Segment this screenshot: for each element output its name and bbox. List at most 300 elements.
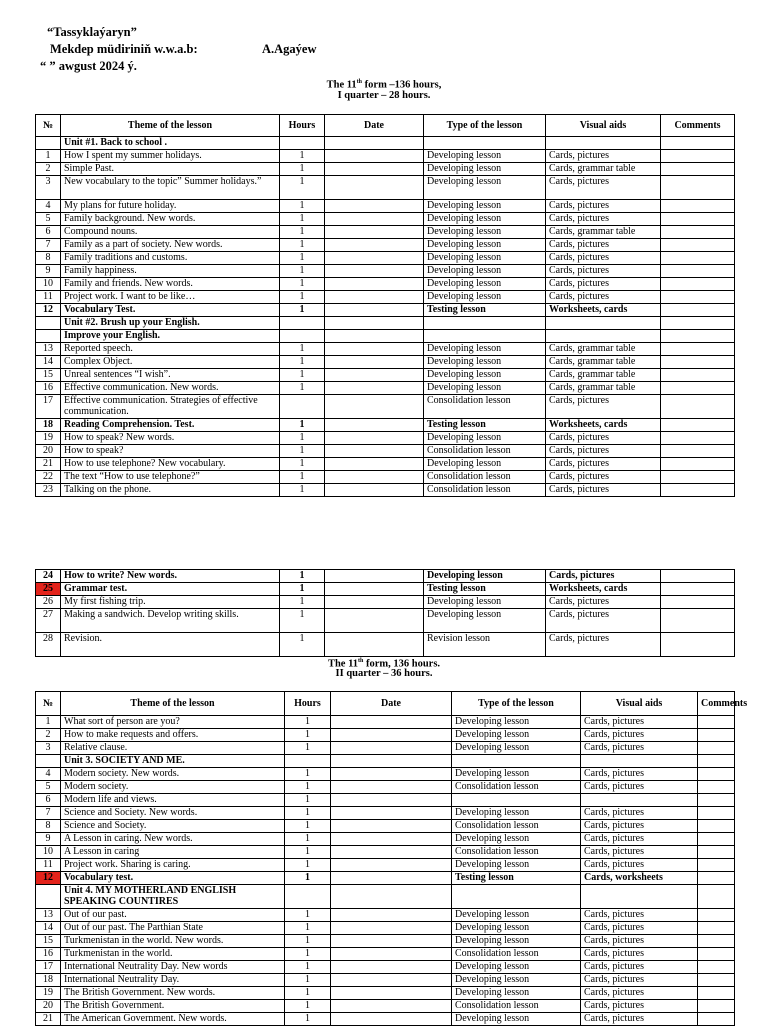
lesson-row — [36, 872, 735, 885]
visual-aids: Cards, pictures — [581, 987, 698, 1000]
lesson-row — [36, 807, 735, 820]
lesson-number: 19 — [36, 432, 61, 445]
col-type-header: Type of the lesson — [424, 115, 546, 137]
lesson-date — [325, 163, 424, 176]
lesson-number: 6 — [36, 794, 61, 807]
lesson-comments — [698, 716, 735, 729]
lesson-comments — [698, 820, 735, 833]
lesson-comments — [661, 252, 735, 265]
lesson-date — [325, 278, 424, 291]
lesson-type: Developing lesson — [452, 909, 581, 922]
lesson-hours: 1 — [280, 343, 325, 356]
approver-position: Mekdep müdiriniň w.w.a.b: — [50, 42, 198, 56]
lesson-comments — [661, 317, 735, 330]
lesson-comments — [661, 596, 735, 609]
lesson-comments — [698, 846, 735, 859]
visual-aids: Cards, pictures — [581, 922, 698, 935]
lesson-row — [36, 716, 735, 729]
unit-heading-row — [36, 330, 735, 343]
lesson-hours: 1 — [280, 633, 325, 657]
lesson-number — [36, 137, 61, 150]
lesson-number: 11 — [36, 291, 61, 304]
lesson-theme: A Lesson in caring — [61, 846, 285, 859]
lesson-type: Developing lesson — [424, 213, 546, 226]
lesson-comments — [698, 807, 735, 820]
lesson-theme: How to make requests and offers. — [61, 729, 285, 742]
lesson-date — [331, 909, 452, 922]
lesson-comments — [661, 609, 735, 633]
visual-aids: Cards, pictures — [546, 200, 661, 213]
lesson-date — [331, 859, 452, 872]
lesson-row — [36, 987, 735, 1000]
lesson-hours: 1 — [280, 213, 325, 226]
lesson-date — [331, 948, 452, 961]
lesson-date — [325, 291, 424, 304]
lesson-date — [325, 570, 424, 583]
lesson-number: 2 — [36, 729, 61, 742]
lesson-date — [331, 846, 452, 859]
lesson-theme: Effective communication. New words. — [61, 382, 280, 395]
lesson-type: Developing lesson — [424, 343, 546, 356]
lesson-type: Developing lesson — [424, 432, 546, 445]
lesson-comments — [661, 150, 735, 163]
lesson-row — [36, 768, 735, 781]
lesson-hours: 1 — [285, 961, 331, 974]
lesson-comments — [661, 445, 735, 458]
lesson-theme: Science and Society. New words. — [61, 807, 285, 820]
lesson-type: Consolidation lesson — [452, 781, 581, 794]
lesson-date — [331, 922, 452, 935]
lesson-hours: 1 — [280, 265, 325, 278]
lesson-number: 18 — [36, 419, 61, 432]
lesson-number: 1 — [36, 150, 61, 163]
lesson-theme: Modern society. — [61, 781, 285, 794]
lesson-type: Developing lesson — [452, 922, 581, 935]
lesson-hours: 1 — [285, 872, 331, 885]
lesson-theme: Family and friends. New words. — [61, 278, 280, 291]
lesson-comments — [698, 768, 735, 781]
lesson-number: 12 — [36, 872, 61, 885]
lesson-type: Testing lesson — [424, 304, 546, 317]
lesson-number: 7 — [36, 807, 61, 820]
lesson-theme: Project work. Sharing is caring. — [61, 859, 285, 872]
lesson-type: Developing lesson — [424, 356, 546, 369]
lesson-theme: How to speak? New words. — [61, 432, 280, 445]
lesson-hours: 1 — [285, 859, 331, 872]
lesson-comments — [698, 794, 735, 807]
visual-aids: Cards, pictures — [546, 150, 661, 163]
lesson-theme: The British Government. — [61, 1000, 285, 1013]
lesson-comments — [698, 909, 735, 922]
visual-aids: Cards, pictures — [581, 833, 698, 846]
lesson-date — [331, 768, 452, 781]
lesson-number: 8 — [36, 252, 61, 265]
lesson-theme: Talking on the phone. — [61, 484, 280, 497]
lesson-hours: 1 — [280, 291, 325, 304]
lesson-row — [36, 458, 735, 471]
lesson-row — [36, 343, 735, 356]
lesson-row — [36, 150, 735, 163]
visual-aids: Cards, pictures — [546, 471, 661, 484]
lesson-row — [36, 471, 735, 484]
lesson-date — [325, 317, 424, 330]
lesson-type: Developing lesson — [452, 729, 581, 742]
lesson-hours: 1 — [280, 570, 325, 583]
lesson-comments — [698, 948, 735, 961]
lesson-theme: International Neutrality Day. — [61, 974, 285, 987]
lesson-number: 20 — [36, 1000, 61, 1013]
lesson-date — [331, 935, 452, 948]
lesson-theme: Complex Object. — [61, 356, 280, 369]
lesson-theme: Revision. — [61, 633, 280, 657]
lesson-comments — [698, 961, 735, 974]
lesson-theme: My first fishing trip. — [61, 596, 280, 609]
lesson-number: 5 — [36, 781, 61, 794]
lesson-theme: How to speak? — [61, 445, 280, 458]
lesson-row — [36, 239, 735, 252]
lesson-theme: Out of our past. The Parthian State — [61, 922, 285, 935]
lesson-comments — [661, 570, 735, 583]
unit-heading-row — [36, 137, 735, 150]
lesson-theme: Vocabulary test. — [61, 872, 285, 885]
lesson-date — [325, 395, 424, 419]
lesson-hours: 1 — [280, 252, 325, 265]
lesson-number: 26 — [36, 596, 61, 609]
lesson-theme: Grammar test. — [61, 583, 280, 596]
lesson-type: Developing lesson — [452, 1013, 581, 1026]
lesson-theme: Modern society. New words. — [61, 768, 285, 781]
lesson-theme: How I spent my summer holidays. — [61, 150, 280, 163]
lesson-number: 10 — [36, 846, 61, 859]
lesson-comments — [698, 859, 735, 872]
approval-heading: “Tassyklaýaryn” — [47, 25, 137, 39]
lesson-theme: My plans for future holiday. — [61, 200, 280, 213]
lesson-date — [325, 356, 424, 369]
lesson-comments — [661, 633, 735, 657]
lesson-row — [36, 961, 735, 974]
lesson-row — [36, 213, 735, 226]
col-date-header: Date — [331, 692, 452, 716]
col-num-header: № — [36, 115, 61, 137]
lesson-comments — [661, 432, 735, 445]
lesson-comments — [661, 356, 735, 369]
table-header-row — [36, 115, 735, 137]
lesson-comments — [698, 781, 735, 794]
lesson-hours — [280, 317, 325, 330]
lesson-hours: 1 — [285, 948, 331, 961]
lesson-theme: Modern life and views. — [61, 794, 285, 807]
lesson-number: 4 — [36, 200, 61, 213]
lesson-row — [36, 200, 735, 213]
lesson-theme: Relative clause. — [61, 742, 285, 755]
lesson-type: Consolidation lesson — [424, 484, 546, 497]
col-theme-header: Theme of the lesson — [61, 692, 285, 716]
lesson-type: Developing lesson — [452, 935, 581, 948]
visual-aids: Cards, pictures — [581, 909, 698, 922]
lesson-row — [36, 596, 735, 609]
visual-aids: Cards, pictures — [546, 265, 661, 278]
lesson-comments — [698, 742, 735, 755]
visual-aids: Cards, pictures — [546, 252, 661, 265]
lesson-number: 21 — [36, 458, 61, 471]
lesson-type: Developing lesson — [424, 200, 546, 213]
lesson-hours: 1 — [285, 729, 331, 742]
lesson-type: Developing lesson — [424, 291, 546, 304]
lesson-hours: 1 — [285, 794, 331, 807]
lesson-date — [325, 445, 424, 458]
lesson-type: Developing lesson — [452, 859, 581, 872]
visual-aids: Cards, pictures — [581, 859, 698, 872]
visual-aids: Worksheets, cards — [546, 583, 661, 596]
lesson-comments — [698, 922, 735, 935]
lesson-date — [325, 137, 424, 150]
lesson-date — [331, 820, 452, 833]
lesson-type: Consolidation lesson — [452, 948, 581, 961]
lesson-type — [424, 137, 546, 150]
visual-aids — [546, 330, 661, 343]
lesson-hours: 1 — [280, 596, 325, 609]
lesson-type: Developing lesson — [424, 252, 546, 265]
lesson-hours: 1 — [280, 226, 325, 239]
visual-aids: Cards, pictures — [546, 239, 661, 252]
col-date-header: Date — [325, 115, 424, 137]
lesson-type: Developing lesson — [452, 987, 581, 1000]
visual-aids: Cards, pictures — [546, 395, 661, 419]
lesson-date — [325, 633, 424, 657]
visual-aids: Worksheets, cards — [546, 304, 661, 317]
lesson-number: 17 — [36, 961, 61, 974]
lesson-hours: 1 — [280, 458, 325, 471]
lesson-date — [331, 742, 452, 755]
lesson-type: Developing lesson — [424, 570, 546, 583]
visual-aids: Cards, pictures — [581, 820, 698, 833]
lesson-date — [331, 1013, 452, 1026]
lesson-number — [36, 755, 61, 768]
lesson-number: 16 — [36, 382, 61, 395]
lesson-type — [452, 755, 581, 768]
lesson-number: 11 — [36, 859, 61, 872]
lesson-theme: Compound nouns. — [61, 226, 280, 239]
visual-aids: Cards, pictures — [546, 458, 661, 471]
lesson-date — [325, 176, 424, 200]
lesson-type: Developing lesson — [452, 716, 581, 729]
lesson-comments — [661, 458, 735, 471]
lesson-comments — [661, 137, 735, 150]
col-aids-header: Visual aids — [581, 692, 698, 716]
lesson-type: Developing lesson — [424, 278, 546, 291]
lesson-row — [36, 484, 735, 497]
lesson-date — [325, 304, 424, 317]
lesson-comments — [698, 885, 735, 909]
col-aids-header: Visual aids — [546, 115, 661, 137]
lesson-hours: 1 — [280, 200, 325, 213]
visual-aids: Cards, pictures — [546, 596, 661, 609]
approval-date: “ ” awgust 2024 ý. — [40, 59, 137, 73]
lesson-number: 9 — [36, 265, 61, 278]
lesson-theme: Unit 4. MY MOTHERLAND ENGLISH SPEAKING COUNTIRES — [61, 885, 285, 909]
lesson-date — [325, 239, 424, 252]
lesson-date — [331, 872, 452, 885]
lesson-row — [36, 419, 735, 432]
unit-heading-row — [36, 885, 735, 909]
lesson-theme: Simple Past. — [61, 163, 280, 176]
lesson-row — [36, 278, 735, 291]
lesson-number — [36, 330, 61, 343]
lesson-type: Developing lesson — [452, 742, 581, 755]
visual-aids: Cards, pictures — [581, 961, 698, 974]
lesson-row — [36, 846, 735, 859]
lesson-comments — [661, 304, 735, 317]
lesson-number: 23 — [36, 484, 61, 497]
lesson-date — [331, 833, 452, 846]
visual-aids: Cards, grammar table — [546, 356, 661, 369]
visual-aids: Cards, grammar table — [546, 382, 661, 395]
lesson-type: Developing lesson — [424, 369, 546, 382]
lesson-number: 6 — [36, 226, 61, 239]
lesson-comments — [698, 974, 735, 987]
lesson-type: Developing lesson — [424, 609, 546, 633]
lesson-number: 5 — [36, 213, 61, 226]
lesson-type — [424, 317, 546, 330]
lesson-theme: Turkmenistan in the world. — [61, 948, 285, 961]
lesson-number: 12 — [36, 304, 61, 317]
lesson-type: Developing lesson — [424, 163, 546, 176]
lesson-type: Developing lesson — [452, 768, 581, 781]
lesson-date — [325, 343, 424, 356]
visual-aids: Cards, pictures — [581, 948, 698, 961]
visual-aids: Cards, pictures — [546, 609, 661, 633]
lesson-row — [36, 948, 735, 961]
lesson-type: Consolidation lesson — [452, 820, 581, 833]
col-type-header: Type of the lesson — [452, 692, 581, 716]
lesson-type: Developing lesson — [452, 807, 581, 820]
lesson-type: Developing lesson — [424, 458, 546, 471]
lesson-date — [325, 213, 424, 226]
lesson-number: 20 — [36, 445, 61, 458]
lesson-hours: 1 — [280, 609, 325, 633]
lesson-comments — [698, 935, 735, 948]
lesson-number: 16 — [36, 948, 61, 961]
lesson-date — [325, 382, 424, 395]
lesson-comments — [661, 395, 735, 419]
lesson-theme: International Neutrality Day. New words — [61, 961, 285, 974]
lesson-number: 28 — [36, 633, 61, 657]
unit-heading-row — [36, 755, 735, 768]
lesson-comments — [698, 755, 735, 768]
visual-aids — [546, 317, 661, 330]
lesson-type: Consolidation lesson — [424, 471, 546, 484]
lesson-number: 21 — [36, 1013, 61, 1026]
lesson-type: Developing lesson — [424, 382, 546, 395]
lesson-type: Testing lesson — [452, 872, 581, 885]
visual-aids: Cards, pictures — [581, 781, 698, 794]
lesson-row — [36, 356, 735, 369]
visual-aids: Cards, pictures — [546, 484, 661, 497]
lesson-hours: 1 — [280, 356, 325, 369]
visual-aids: Cards, pictures — [581, 807, 698, 820]
lesson-hours — [280, 137, 325, 150]
lesson-hours: 1 — [285, 716, 331, 729]
lesson-type: Testing lesson — [424, 419, 546, 432]
lesson-number: 22 — [36, 471, 61, 484]
lesson-date — [325, 200, 424, 213]
visual-aids: Cards, pictures — [581, 1000, 698, 1013]
lesson-type — [424, 330, 546, 343]
lesson-number: 3 — [36, 176, 61, 200]
lesson-type: Developing lesson — [452, 833, 581, 846]
lesson-date — [325, 369, 424, 382]
lesson-date — [331, 1000, 452, 1013]
lesson-date — [325, 583, 424, 596]
lesson-row — [36, 395, 735, 419]
lesson-hours — [280, 395, 325, 419]
lesson-type: Consolidation lesson — [452, 846, 581, 859]
col-hours-header: Hours — [280, 115, 325, 137]
lesson-row — [36, 820, 735, 833]
lesson-comments — [698, 1013, 735, 1026]
lesson-row — [36, 781, 735, 794]
lesson-number: 24 — [36, 570, 61, 583]
lesson-theme: Effective communication. Strategies of effective communication. — [61, 395, 280, 419]
lesson-theme: Unreal sentences “I wish”. — [61, 369, 280, 382]
lesson-number: 14 — [36, 356, 61, 369]
lesson-type: Revision lesson — [424, 633, 546, 657]
visual-aids: Cards, grammar table — [546, 226, 661, 239]
lesson-comments — [661, 226, 735, 239]
lesson-theme: New vocabulary to the topic” Summer holidays.” — [61, 176, 280, 200]
lesson-hours: 1 — [285, 742, 331, 755]
lesson-hours: 1 — [285, 768, 331, 781]
lesson-type: Developing lesson — [424, 239, 546, 252]
lesson-date — [331, 961, 452, 974]
lesson-comments — [698, 1000, 735, 1013]
lesson-date — [331, 885, 452, 909]
lesson-theme: The British Government. New words. — [61, 987, 285, 1000]
visual-aids: Cards, pictures — [581, 935, 698, 948]
lesson-theme: Unit #1. Back to school . — [61, 137, 280, 150]
lesson-number: 17 — [36, 395, 61, 419]
lesson-date — [331, 974, 452, 987]
q1-lesson-table-continued — [35, 569, 735, 657]
lesson-hours: 1 — [280, 176, 325, 200]
lesson-number: 15 — [36, 935, 61, 948]
lesson-row — [36, 291, 735, 304]
lesson-row — [36, 859, 735, 872]
q1-lesson-table — [35, 114, 735, 497]
lesson-row — [36, 252, 735, 265]
lesson-type: Developing lesson — [424, 226, 546, 239]
visual-aids: Cards, grammar table — [546, 369, 661, 382]
visual-aids — [581, 885, 698, 909]
lesson-row — [36, 794, 735, 807]
lesson-hours: 1 — [285, 974, 331, 987]
lesson-comments — [661, 419, 735, 432]
lesson-date — [331, 755, 452, 768]
lesson-comments — [661, 382, 735, 395]
lesson-date — [325, 419, 424, 432]
lesson-hours: 1 — [285, 781, 331, 794]
lesson-type: Testing lesson — [424, 583, 546, 596]
lesson-row — [36, 1013, 735, 1026]
lesson-theme: Unit 3. SOCIETY AND ME. — [61, 755, 285, 768]
lesson-row — [36, 226, 735, 239]
lesson-theme: The text “How to use telephone?” — [61, 471, 280, 484]
lesson-theme: Unit #2. Brush up your English. — [61, 317, 280, 330]
q1-subtitle: I quarter – 28 hours. — [337, 90, 431, 101]
lesson-number: 14 — [36, 922, 61, 935]
visual-aids: Cards, pictures — [546, 432, 661, 445]
lesson-row — [36, 909, 735, 922]
